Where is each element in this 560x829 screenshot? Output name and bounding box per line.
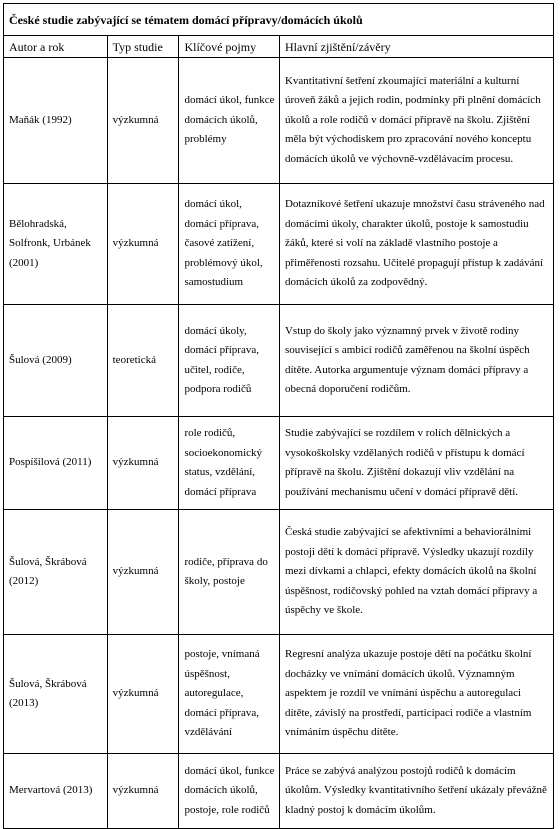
cell-findings: Kvantitativní šetření zkoumající materiální a kulturní úroveň žáků a jejich rodin, podmínky při plnění domácích úkolů a role rodičů v domácí přípravě na školu. Zjištění měla být východiskem pro zpracování nového konceptu domácích úkolů ve výchovně-vzdělávacím procesu. xyxy=(279,58,553,184)
cell-keywords: postoje, vnímaná úspěšnost, autoregulace, domácí příprava, vzdělávání xyxy=(179,635,280,754)
table-row xyxy=(4,754,554,829)
table-header-row xyxy=(4,36,554,58)
cell-type: výzkumná xyxy=(107,58,179,184)
cell-findings: Studie zabývající se rozdílem v rolích dělnických a vysokoškolsky vzdělaných rodičů v přístupu k domácí přípravě na školu. Zjištění dokazují vliv vzdělání na používání mechanismu učení v domácí přípravě dětí. xyxy=(279,417,553,510)
cell-keywords: rodiče, příprava do školy, postoje xyxy=(179,510,280,635)
cell-findings: Dotazníkové šetření ukazuje množství času stráveného nad domácími úkoly, charakter úkolů, postoje k samostudiu žáků, které si volí na základě vlastního postoje a přiměřenosti rozsahu. Učitelé propagují přístup k zadávání domácích úkolů za zodpovědný. xyxy=(279,184,553,305)
cell-type: teoretická xyxy=(107,305,179,417)
table-row xyxy=(4,510,554,635)
cell-author: Šulová, Škrábová (2012) xyxy=(4,510,108,635)
studies-table-container xyxy=(3,3,554,816)
table-row xyxy=(4,635,554,754)
cell-keywords: domácí úkol, funkce domácích úkolů, postoje, role rodičů xyxy=(179,754,280,829)
cell-keywords: domácí úkol, funkce domácích úkolů, problémy xyxy=(179,58,280,184)
table-row xyxy=(4,305,554,417)
cell-author: Bělohradská, Solfronk, Urbánek (2001) xyxy=(4,184,108,305)
cell-findings: Práce se zabývá analýzou postojů rodičů k domácím úkolům. Výsledky kvantitativního šetření ukázaly převážně kladný postoj k domácím úkolům. xyxy=(279,754,553,829)
cell-author: Pospíšilová (2011) xyxy=(4,417,108,510)
cell-findings: Česká studie zabývající se afektivními a behaviorálními postoji dětí k domácí přípravě. Výsledky ukazují rozdíly mezi dívkami a chlapci, efekty domácích úkolů na školní úspěšnost, rodičovský pohled na vztah domácí přípravy a úspěchy ve škole. xyxy=(279,510,553,635)
table-title-row xyxy=(4,4,554,36)
cell-keywords: domácí úkoly, domácí příprava, učitel, rodiče, podpora rodičů xyxy=(179,305,280,417)
cell-type: výzkumná xyxy=(107,754,179,829)
cell-type: výzkumná xyxy=(107,417,179,510)
cell-findings: Vstup do školy jako významný prvek v životě rodiny související s ambicí rodičů zaměřenou na školní úspěch dítěte. Autorka argumentuje význam domácí přípravy a obecná doporučení rodičům. xyxy=(279,305,553,417)
header-keywords: Klíčové pojmy xyxy=(179,36,280,58)
cell-author: Šulová (2009) xyxy=(4,305,108,417)
cell-type: výzkumná xyxy=(107,635,179,754)
studies-table xyxy=(3,3,554,829)
header-author: Autor a rok xyxy=(4,36,108,58)
cell-author: Maňák (1992) xyxy=(4,58,108,184)
table-title: České studie zabývající se tématem domácí přípravy/domácích úkolů xyxy=(4,4,554,36)
cell-findings: Regresní analýza ukazuje postoje dětí na počátku školní docházky ve vnímání domácích úkolů. Významným aspektem je rozdíl ve vnímání úspěchu a autoregulaci dítěte, závislý na prostředí, participaci rodiče a vlastním vnímáním úspěchu dítěte. xyxy=(279,635,553,754)
table-row xyxy=(4,58,554,184)
cell-keywords: role rodičů, socioekonomický status, vzdělání, domácí příprava xyxy=(179,417,280,510)
cell-keywords: domácí úkol, domácí příprava, časové zatížení, problémový úkol, samostudium xyxy=(179,184,280,305)
cell-author: Šulová, Škrábová (2013) xyxy=(4,635,108,754)
cell-type: výzkumná xyxy=(107,184,179,305)
header-type: Typ studie xyxy=(107,36,179,58)
header-findings: Hlavní zjištění/závěry xyxy=(279,36,553,58)
cell-type: výzkumná xyxy=(107,510,179,635)
cell-author: Mervartová (2013) xyxy=(4,754,108,829)
table-row xyxy=(4,184,554,305)
table-row xyxy=(4,417,554,510)
